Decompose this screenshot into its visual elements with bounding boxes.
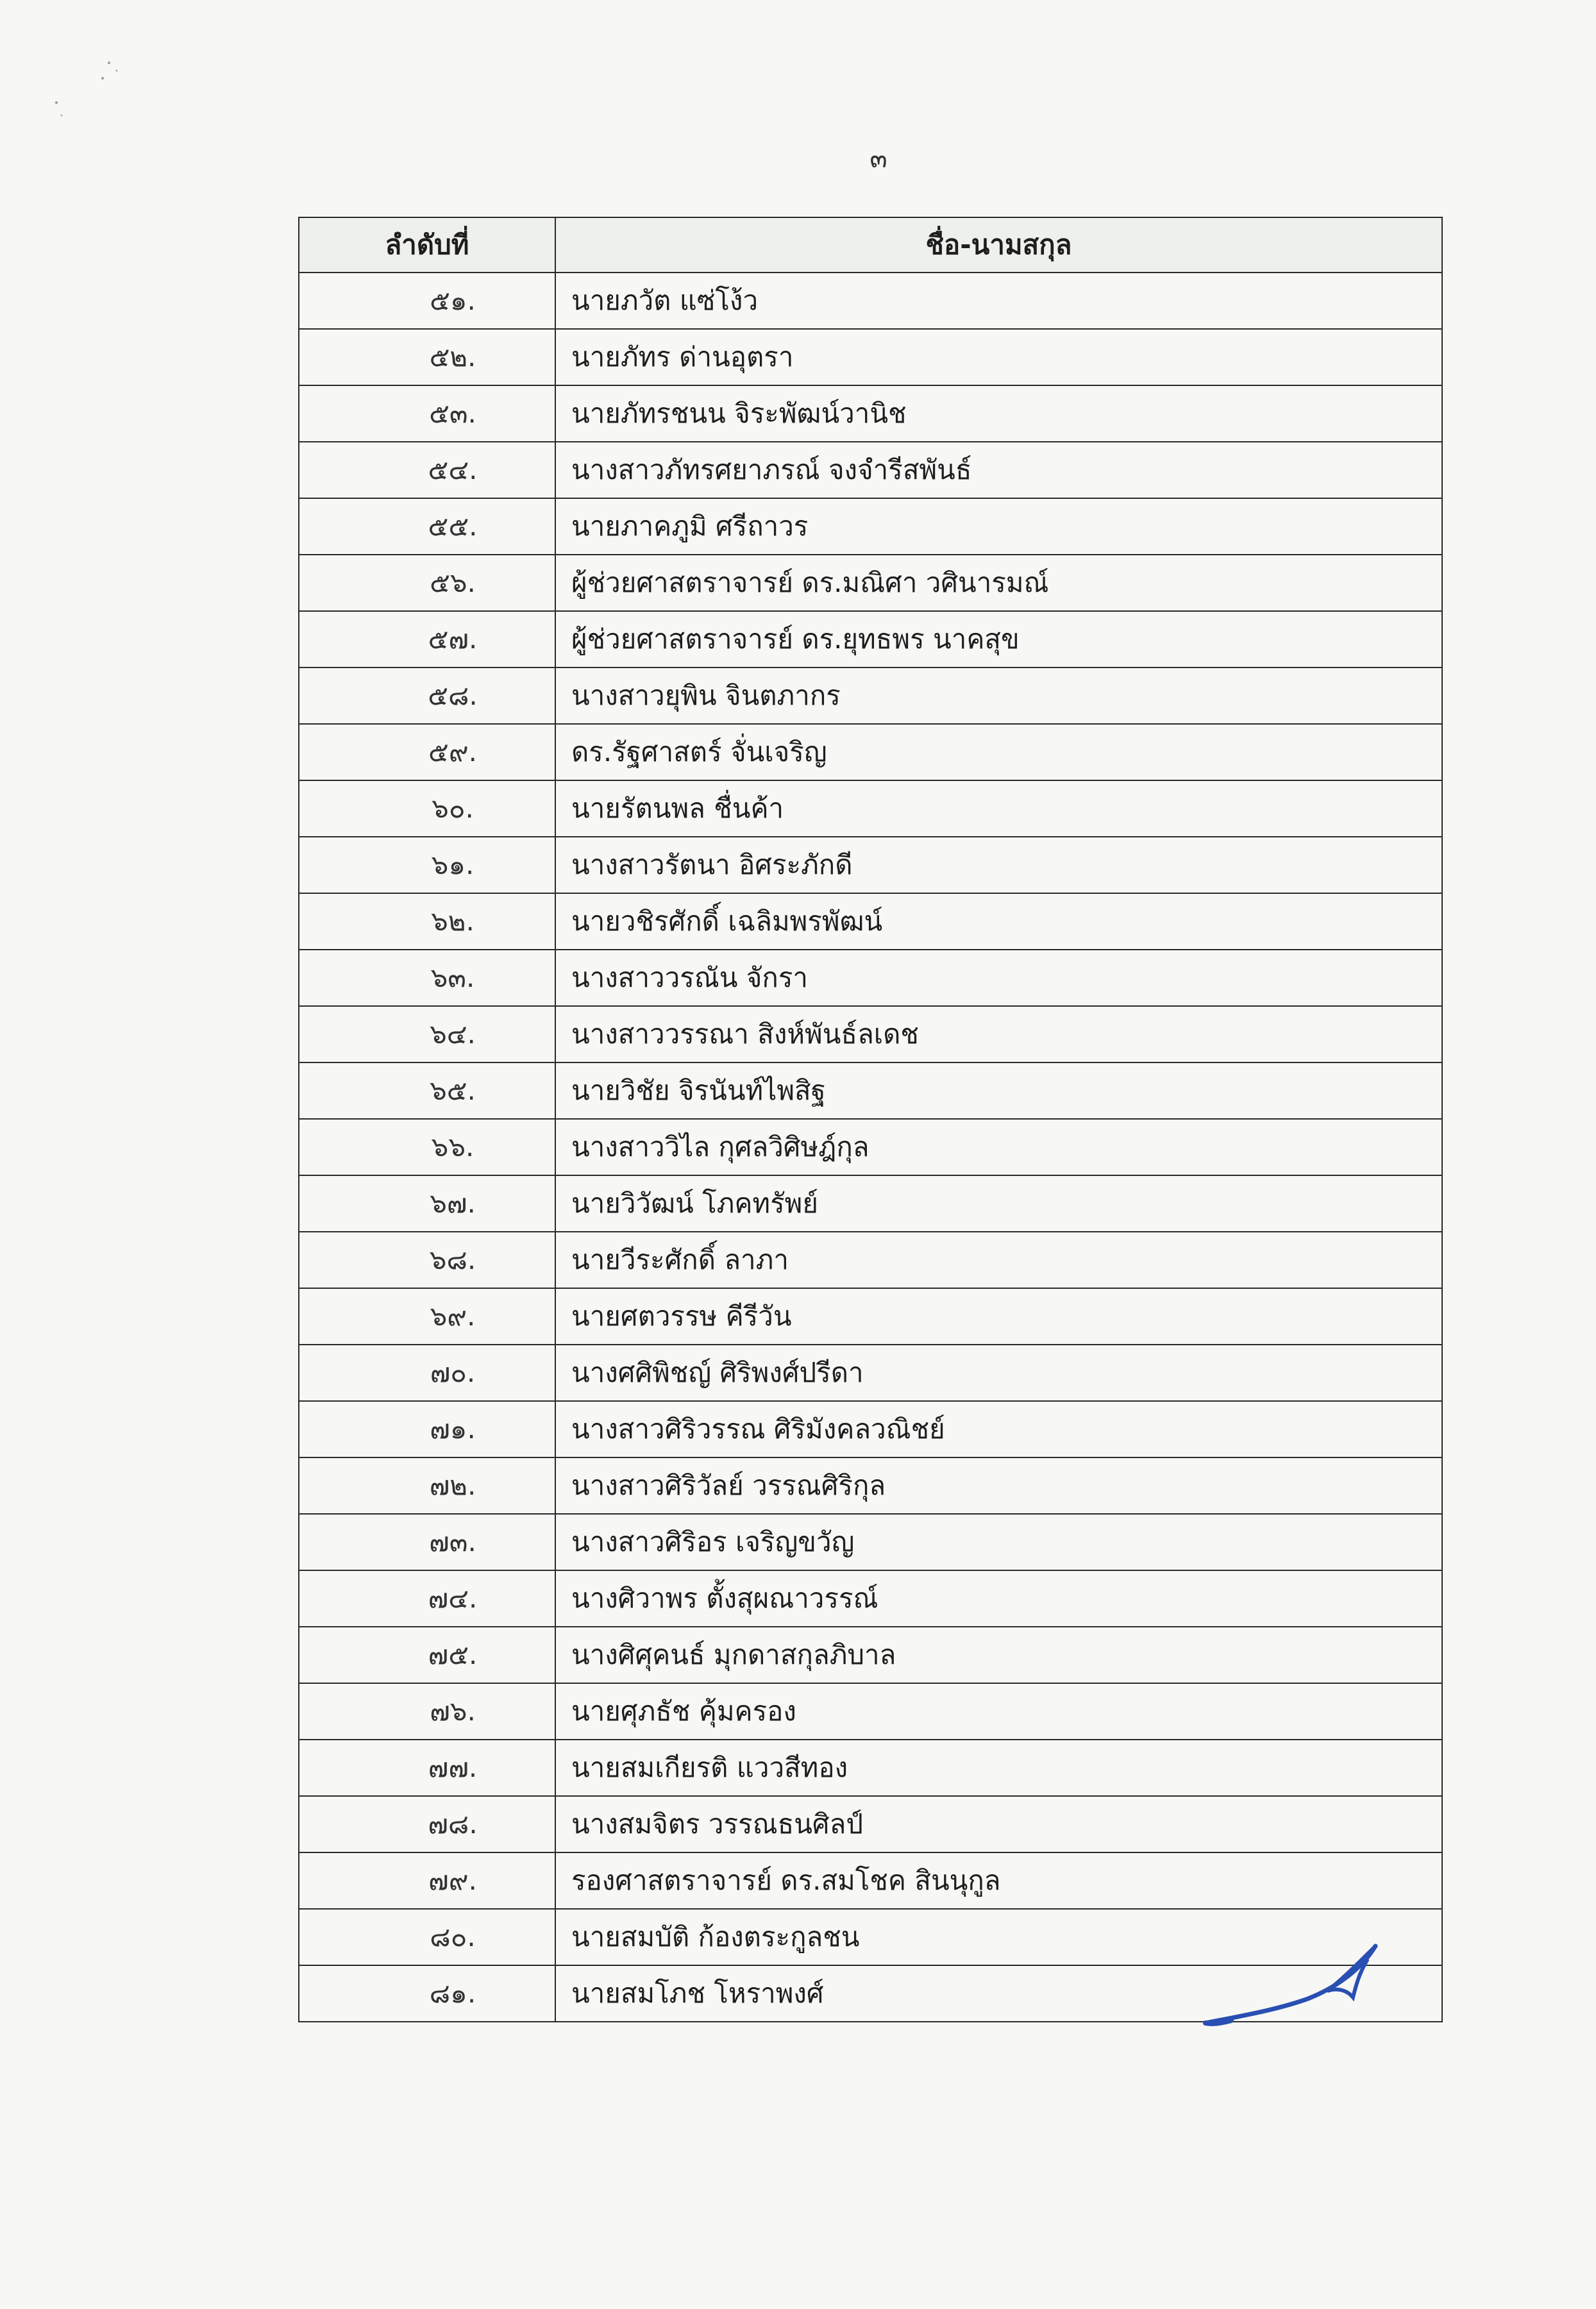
- row-order-number: ๕๖.: [299, 555, 555, 611]
- row-order-number: ๗๓.: [299, 1514, 555, 1570]
- row-order-number: ๗๔.: [299, 1570, 555, 1627]
- table-body: [299, 273, 1442, 2022]
- row-full-name: นางสาวศิริอร เจริญขวัญ: [555, 1514, 1442, 1570]
- handwritten-signature: [1199, 1927, 1391, 2042]
- row-full-name: นายสมโภช โหราพงศ์: [555, 1965, 1442, 2022]
- row-full-name: ดร.รัฐศาสตร์ จั่นเจริญ: [555, 724, 1442, 780]
- table-row: [299, 329, 1442, 385]
- table-row: [299, 780, 1442, 837]
- row-full-name: นายวชิรศักดิ์ เฉลิมพรพัฒน์: [555, 893, 1442, 950]
- table-row: [299, 1119, 1442, 1175]
- table-row: [299, 442, 1442, 498]
- row-order-number: ๗๐.: [299, 1345, 555, 1401]
- row-order-number: ๗๙.: [299, 1852, 555, 1909]
- row-order-number: ๗๕.: [299, 1627, 555, 1683]
- table-row: [299, 385, 1442, 442]
- row-full-name: นางสาวรัตนา อิศระภักดี: [555, 837, 1442, 893]
- table-row: [299, 1345, 1442, 1401]
- table-row: [299, 1401, 1442, 1457]
- name-column-header: ชื่อ-นามสกุล: [555, 217, 1442, 273]
- table-row: [299, 1740, 1442, 1796]
- row-full-name: นางสาววิไล กุศลวิศิษฎ์กุล: [555, 1119, 1442, 1175]
- row-full-name: นางสาววรรณา สิงห์พันธ์ลเดช: [555, 1006, 1442, 1062]
- table-row: [299, 1796, 1442, 1852]
- table-row: [299, 950, 1442, 1006]
- row-full-name: นายภัทรชนน จิระพัฒน์วานิช: [555, 385, 1442, 442]
- row-order-number: ๗๑.: [299, 1401, 555, 1457]
- row-full-name: นายสมบัติ ก้องตระกูลชน: [555, 1909, 1442, 1965]
- row-order-number: ๖๑.: [299, 837, 555, 893]
- row-full-name: นายศุภธัช คุ้มครอง: [555, 1683, 1442, 1740]
- row-order-number: ๕๓.: [299, 385, 555, 442]
- row-order-number: ๖๗.: [299, 1175, 555, 1232]
- table-row: [299, 1852, 1442, 1909]
- row-full-name: นายภัทร ด่านอุตรา: [555, 329, 1442, 385]
- table-row: [299, 1062, 1442, 1119]
- table-row: [299, 893, 1442, 950]
- row-order-number: ๕๙.: [299, 724, 555, 780]
- row-order-number: ๕๔.: [299, 442, 555, 498]
- row-full-name: นายภวัต แซ่โง้ว: [555, 273, 1442, 329]
- row-order-number: ๕๒.: [299, 329, 555, 385]
- row-order-number: ๗๒.: [299, 1457, 555, 1514]
- table-row: [299, 1288, 1442, 1345]
- table-row: [299, 724, 1442, 780]
- row-full-name: นายสมเกียรติ แววสีทอง: [555, 1740, 1442, 1796]
- row-order-number: ๖๕.: [299, 1062, 555, 1119]
- row-order-number: ๖๐.: [299, 780, 555, 837]
- row-full-name: ผู้ช่วยศาสตราจารย์ ดร.ยุทธพร นาคสุข: [555, 611, 1442, 668]
- row-full-name: นางสาววรณัน จักรา: [555, 950, 1442, 1006]
- row-full-name: นางศศิพิชญ์ ศิริพงศ์ปรีดา: [555, 1345, 1442, 1401]
- row-order-number: ๕๗.: [299, 611, 555, 668]
- table-row: [299, 668, 1442, 724]
- row-full-name: นางศิวาพร ตั้งสุผณาวรรณ์: [555, 1570, 1442, 1627]
- row-full-name: นายภาคภูมิ ศรีถาวร: [555, 498, 1442, 555]
- row-order-number: ๖๘.: [299, 1232, 555, 1288]
- page-number: ๓: [869, 144, 887, 174]
- row-full-name: นางสาวศิริวัลย์ วรรณศิริกุล: [555, 1457, 1442, 1514]
- row-full-name: นางสมจิตร วรรณธนศิลป์: [555, 1796, 1442, 1852]
- table-row: [299, 611, 1442, 668]
- row-full-name: นายวิวัฒน์ โภคทรัพย์: [555, 1175, 1442, 1232]
- row-full-name: รองศาสตราจารย์ ดร.สมโชค สินนุกูล: [555, 1852, 1442, 1909]
- row-order-number: ๗๗.: [299, 1740, 555, 1796]
- row-full-name: นายวีระศักดิ์ ลาภา: [555, 1232, 1442, 1288]
- row-order-number: ๖๔.: [299, 1006, 555, 1062]
- name-list-table: [298, 217, 1443, 2022]
- table-row: [299, 1457, 1442, 1514]
- row-full-name: นางสาวศิริวรรณ ศิริมังคลวณิชย์: [555, 1401, 1442, 1457]
- row-order-number: ๖๓.: [299, 950, 555, 1006]
- row-order-number: ๗๘.: [299, 1796, 555, 1852]
- table-row: [299, 1175, 1442, 1232]
- table-header-row: [299, 217, 1442, 273]
- row-full-name: ผู้ช่วยศาสตราจารย์ ดร.มณิศา วศินารมณ์: [555, 555, 1442, 611]
- row-full-name: นางศิศุคนธ์ มุกดาสกุลภิบาล: [555, 1627, 1442, 1683]
- row-full-name: นางสาวภัทรศยาภรณ์ จงจำรีสพันธ์: [555, 442, 1442, 498]
- row-order-number: ๖๙.: [299, 1288, 555, 1345]
- row-order-number: ๖๒.: [299, 893, 555, 950]
- row-order-number: ๖๖.: [299, 1119, 555, 1175]
- table-row: [299, 498, 1442, 555]
- table-row: [299, 1570, 1442, 1627]
- order-column-header: ลำดับที่: [299, 217, 555, 273]
- table-row: [299, 1006, 1442, 1062]
- table-row: [299, 1514, 1442, 1570]
- table-row: [299, 837, 1442, 893]
- table-row: [299, 1232, 1442, 1288]
- row-order-number: ๘๐.: [299, 1909, 555, 1965]
- row-full-name: นายรัตนพล ชื่นค้า: [555, 780, 1442, 837]
- table-row: [299, 1627, 1442, 1683]
- row-full-name: นายศตวรรษ คีรีวัน: [555, 1288, 1442, 1345]
- row-order-number: ๕๘.: [299, 668, 555, 724]
- row-full-name: นางสาวยุพิน จินตภากร: [555, 668, 1442, 724]
- row-order-number: ๕๕.: [299, 498, 555, 555]
- table-row: [299, 1683, 1442, 1740]
- row-order-number: ๘๑.: [299, 1965, 555, 2022]
- row-order-number: ๗๖.: [299, 1683, 555, 1740]
- paper-specks: [38, 51, 135, 141]
- table-row: [299, 273, 1442, 329]
- row-full-name: นายวิชัย จิรนันท์ไพสิฐ: [555, 1062, 1442, 1119]
- table-row: [299, 555, 1442, 611]
- row-order-number: ๕๑.: [299, 273, 555, 329]
